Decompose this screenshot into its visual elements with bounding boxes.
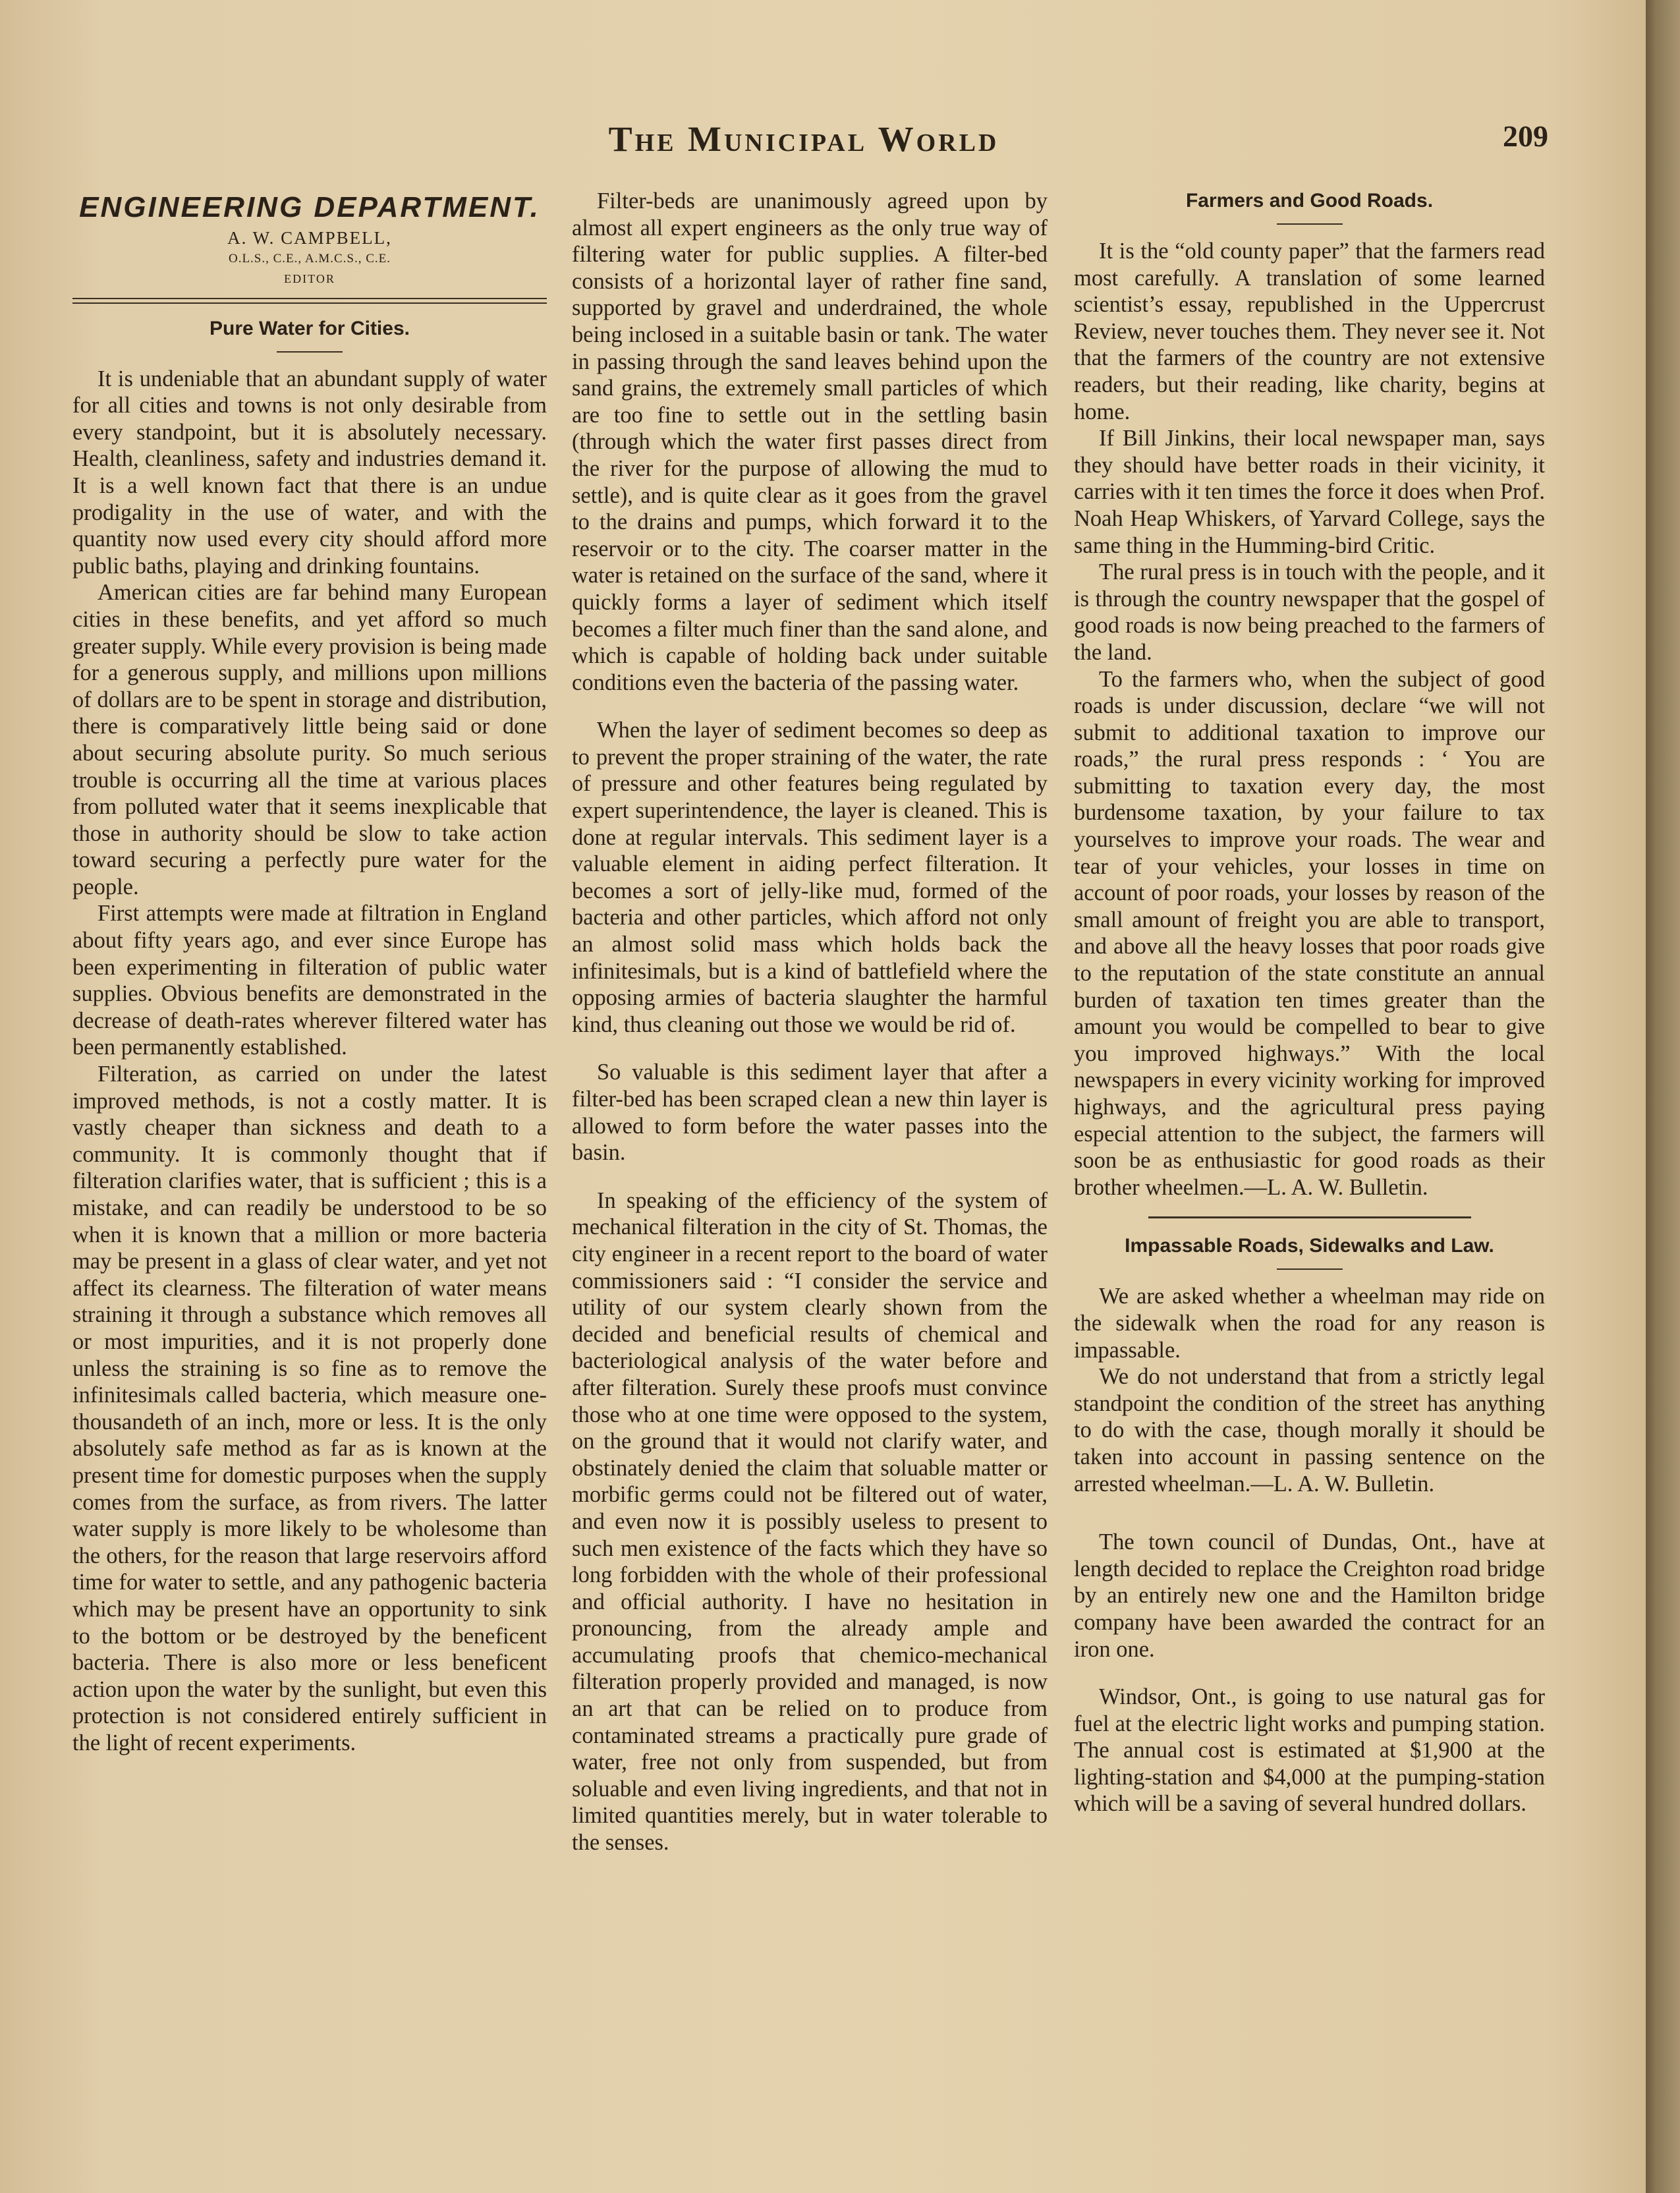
article-paragraph: When the layer of sediment becomes so deep as to prevent the proper straining of the water, the rate of pressure and other features being regulated by expert superintendence, the layer is cleaned. This is done at regular intervals. This sediment layer is a valuable element in aiding perfect filteration. It becomes a sort of jelly-like mud, formed of the bacteria and other particles, which afford not only an almost solid mass which holds back the infinitesimals, but is a kind of battlefield where the opposing armies of bacteria slaughter the harmful kind, thus cleaning out those we would be rid of. — [572, 718, 1048, 1037]
article-title-farmers-roads: Farmers and Good Roads. — [1185, 190, 1434, 212]
article-paragraph: Filteration, as carried on under the latest improved methods, is not a costly matter. It is vastly cheaper than sickness and death to a community. It is commonly thought that if filteration clarifies water, that is sufficient ; this is a mistake, and can readily be understood to be so when it is known that a million or more bacteria may be present in a glass of clear water, and yet not affect its clearness. The filteration of water means straining it through a substance which removes all or most impurities, and it is not properly done unless the straining is so fine as to remove the infinitesimals called bacteria, which measure one-thousandeth of an inch, more or less. It is the only absolutely safe method as far as is known at the present time for domestic purposes when the supply comes from the surface, as from rivers. The latter water supply is more likely to be wholesome than the others, for the reason that large reservoirs afford time for water to settle, and any pathogenic bacteria which may be present have an opportunity to sink to the bottom or be destroyed by the beneficent bacteria. There is also more or less beneficent action upon the water by the sunlight, but even this protection is not considered entirely sufficient in the light of recent experiments. — [72, 1062, 547, 1755]
article-title-impassable-roads: Impassable Roads, Sidewalks and Law. — [1125, 1235, 1494, 1257]
article-paragraph: It is undeniable that an abundant supply of water for all cities and towns is not only desirable from every standpoint, but it is absolutely necessary. Health, cleanliness, safety and industries demand it. It is a well known fact that there is an undue prodigality in the use of water, and with the quantity now used every city should afford more public baths, playing and drinking fountains. — [72, 366, 547, 579]
article-title-pure-water: Pure Water for Cities. — [210, 317, 410, 339]
editor-role: EDITOR — [284, 271, 335, 285]
section-spacer — [1074, 1497, 1545, 1529]
article-paragraph: We do not understand that from a strictly legal standpoint the condition of the street has anything to do with the case, though morally it should be taken into account in passing sentence on the arrested wheelman.—L. A. W. Bulletin. — [1074, 1364, 1545, 1496]
article-paragraph: To the farmers who, when the subject of good roads is under discussion, declare “we will not submit to additional taxation to improve our roads,” the rural press responds : ‘ You are submitting to taxation every day, the most burdensome taxation, by your failure to tax yourselves to improve your roads. The wear and tear of your vehicles, your losses in time on account of poor roads, your losses by reason of the small amount of freight you are able to transport, and above all the heavy losses that poor roads give to the reputation of the state constitute an annual burden of taxation ten times greater than the amount you would be compelled to bear to give you improved highways.” With the local newspapers in every vicinity working for improved highways, and the agricultural press paying especial attention to the subject, the farmers will soon be as enthusiastic for good roads as their brother wheelmen.—L. A. W. Bulletin. — [1074, 666, 1545, 1200]
news-note-paragraph: The town council of Dundas, Ont., have at length decided to replace the Creighton road bridge by an entirely new one and the Hamilton bridge company have been awarded the contract for an iron one. — [1074, 1529, 1545, 1662]
page-number: 209 — [1503, 119, 1548, 153]
long-rule-divider — [1148, 1216, 1471, 1218]
article-paragraph: American cities are far behind many European cities in these benefits, and yet afford so much greater supply. While every provision is being made for a generous supply, and millions upon millions of dollars are to be spent in storage and distribution, there is comparatively little being said or done about securing absolute purity. So much serious trouble is occurring all the time at various places from polluted water that it seems inexplicable that those in authority should be slow to take action toward securing a perfectly pure water for the people. — [72, 580, 547, 899]
masthead-title: The Municipal World — [608, 119, 999, 159]
article-paragraph: If Bill Jinkins, their local newspaper man, says they should have better roads in their vicinity, it carries with it ten times the force it does when Prof. Noah Heap Whiskers, of Yarvard College, says the same thing in the Humming-bird Critic. — [1074, 426, 1545, 558]
article-paragraph: It is the “old county paper” that the farmers read most carefully. A translation of some learned scientist’s essay, republished in the Uppercrust Review, never touches them. They never see it. Not that the farmers of the country are not extensive readers, but their reading, like charity, begins at home. — [1074, 239, 1545, 424]
column-3 — [1074, 188, 1545, 1817]
department-title: ENGINEERING DEPARTMENT. — [79, 191, 540, 223]
short-rule-divider — [1277, 223, 1343, 225]
page-header — [0, 119, 1647, 165]
article-paragraph: First attempts were made at filtration in England about fifty years ago, and ever since Europe has been experimenting in filteration of public water supplies. Obvious benefits are demonstrated in the decrease of death-rates wherever filtered water has been permanently established. — [72, 901, 547, 1060]
double-rule-divider — [72, 298, 547, 304]
article-paragraph: We are asked whether a wheelman may ride on the sidewalk when the road for any reason is impassable. — [1074, 1284, 1545, 1363]
news-note-paragraph: Windsor, Ont., is going to use natural gas for fuel at the electric light works and pumping station. The annual cost is estimated at $1,900 at the lighting-station and $4,000 at the pumping-station which will be a saving of several hundred dollars. — [1074, 1684, 1545, 1817]
column-1 — [72, 188, 547, 1756]
short-rule-divider — [1277, 1268, 1343, 1270]
column-2 — [572, 188, 1048, 1856]
short-rule-divider — [277, 351, 343, 353]
book-spine-edge — [1646, 0, 1680, 2193]
article-paragraph: The rural press is in touch with the people, and it is through the country newspaper that the gospel of good roads is now being preached to the farmers of the land. — [1074, 559, 1545, 665]
editor-name: A. W. CAMPBELL, — [227, 227, 392, 248]
editor-credentials: O.L.S., C.E., A.M.C.S., C.E. — [228, 251, 391, 266]
article-paragraph: So valuable is this sediment layer that after a filter-bed has been scraped clean a new thin layer is allowed to form before the water passes into the basin. — [572, 1060, 1048, 1166]
article-paragraph: In speaking of the efficiency of the system of mechanical filteration in the city of St. Thomas, the city engineer in a recent report to the board of water commissioners said : “I consider the service and utility of our system clearly shown from the decided and beneficial results of chemical and bacteriological analysis of the water before and after filteration. Surely these proofs must convince those who at one time were opposed to the system, on the ground that it would not clarify water, and obstinately denied the claim that soluable matter or morbific germs could not be filtered out of water, and even now it is possibly useless to present to such men existence of the facts which they have so long forbidden with the whole of their professional and official authority. I have no hesitation in pronouncing, from the already ample and accumulating proofs that chemico-mechanical filteration properly provided and managed, is now an art that can be relied on to produce from contaminated streams a practically pure grade of water, free not only from suspended, but from soluable and even living ingredients, and that not in limited quantities merely, but in water tolerable to the senses. — [572, 1187, 1048, 1856]
article-paragraph: Filter-beds are unanimously agreed upon by almost all expert engineers as the only true way of filtering water for public supplies. A filter-bed consists of a horizontal layer of rather fine sand, supported by gravel and underdrained, the whole being inclosed in a suitable basin or tank. The water in passing through the sand leaves behind upon the sand grains, the extremely small particles of which are too fine to settle out in the settling basin (through which the water first passes direct from the river for the purpose of allowing the mud to settle), and is quite clear as it goes from the gravel to the drains and pumps, which forward it to the reservoir or to the city. The coarser matter in the water is retained on the surface of the sand, where it quickly forms a layer of sediment which itself becomes a filter much finer than the sand alone, and which is capable of holding back under suitable conditions even the bacteria of the passing water. — [572, 188, 1048, 695]
